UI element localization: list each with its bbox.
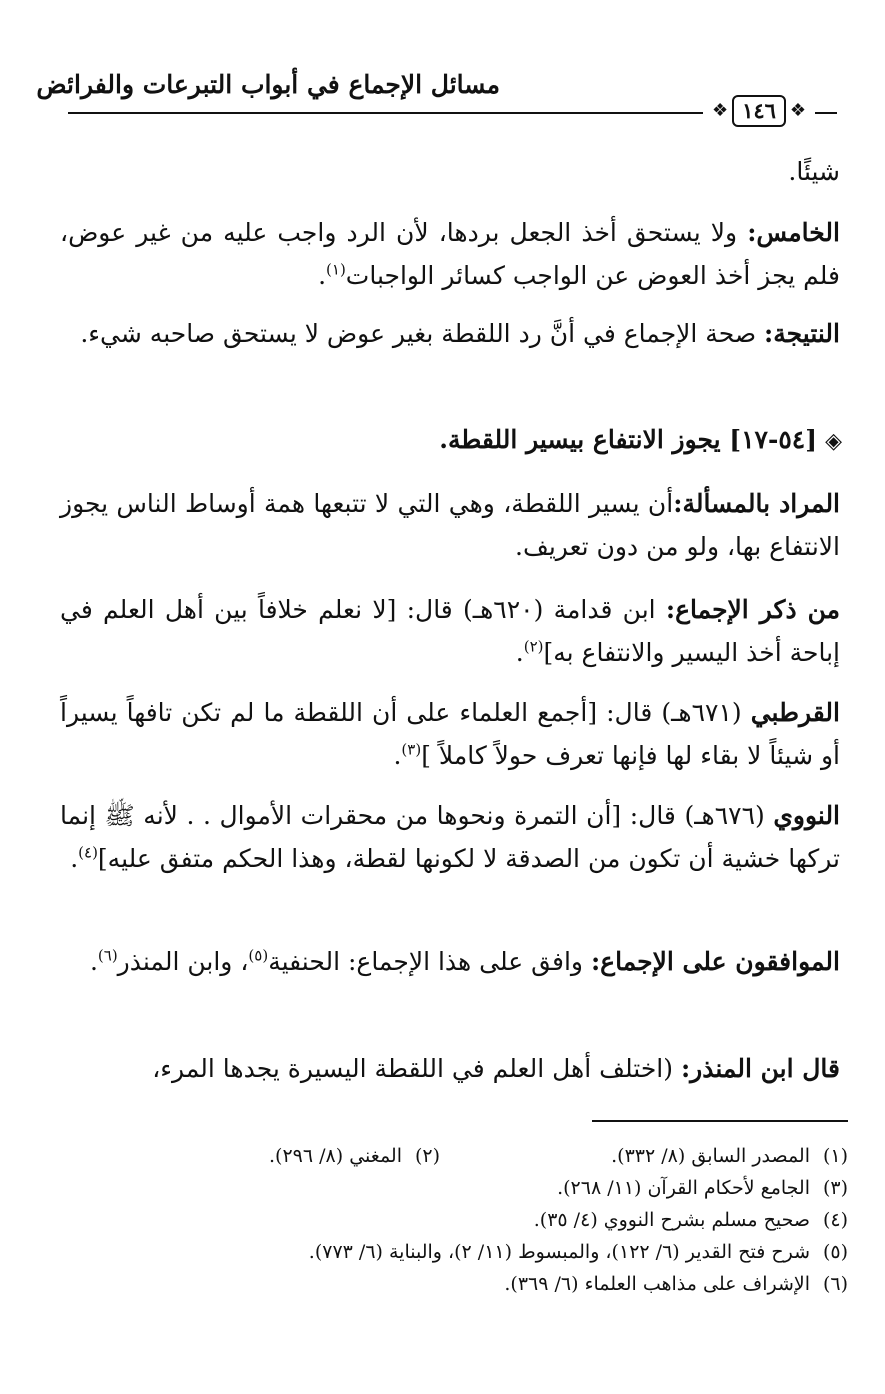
paragraph-qurtubi: القرطبي (٦٧١هـ) قال: [أجمع العلماء على أن اللقطة ما لم تكن تافهاً يسيراً أو شيئاً لا بقاء لها فإنها تعرف حولاً كاملاً ]$^{(٣)}$. bbox=[60, 698, 840, 770]
paragraph-continuation bbox=[60, 150, 840, 193]
footnote-row bbox=[60, 1204, 848, 1236]
footnote-ref: (٢) bbox=[523, 637, 544, 656]
footnote-number: (٥) bbox=[822, 1241, 848, 1263]
paragraph-label: المراد بالمسألة: bbox=[673, 489, 841, 518]
paragraph-label: النووي bbox=[773, 801, 841, 830]
paragraph-nawawi: النووي (٦٧٦هـ) قال: [أن التمرة ونحوها من محقرات الأموال . . لأنه ﷺ إنما تركها خشية أن تكون من الصدقة لا لكونها لقطة، وهذا الحكم متفق عليه]$^{(٤)}$. bbox=[60, 801, 841, 873]
footnote-ref: (٣) bbox=[401, 740, 422, 759]
paragraph-text: (٦٧٦هـ) قال: [أن التمرة ونحوها من محقرات الأموال . . لأنه ﷺ إنما تركها خشية أن تكون من الصدقة لا لكونها لقطة، وهذا الحكم متفق عليه] bbox=[60, 801, 840, 873]
footnote-number: (٦) bbox=[822, 1273, 848, 1295]
page-number: ١٤٦ bbox=[732, 95, 786, 127]
footnote-number: (٣) bbox=[822, 1177, 848, 1199]
issue-heading-text: [٥٤-١٧] يجوز الانتفاع بيسير اللقطة. bbox=[439, 425, 818, 454]
paragraph-ibn-almundhir bbox=[60, 1047, 840, 1090]
footnote-text: شرح فتح القدير (٦/ ١٢٢)، والمبسوط (١١/ ٢)، والبناية (٦/ ٧٧٣). bbox=[308, 1241, 810, 1263]
ornament-right-icon: ❖ bbox=[789, 100, 807, 121]
paragraph-label: الموافقون على الإجماع: bbox=[590, 947, 840, 976]
footnote-row bbox=[60, 1140, 848, 1172]
paragraph-label: من ذكر الإجماع: bbox=[665, 595, 841, 624]
paragraph-label: الخامس: bbox=[747, 218, 840, 247]
issue-heading bbox=[60, 420, 842, 461]
footnote-text: صحيح مسلم بشرح النووي (٤/ ٣٥). bbox=[533, 1209, 810, 1231]
paragraph-agreeing: الموافقون على الإجماع: وافق على هذا الإجماع: الحنفية$^{(٥)}$، وابن المنذر$^{(٦)}$. bbox=[89, 946, 840, 976]
ornament-left-icon: ❖ bbox=[711, 100, 729, 121]
footnote-ref: (٥) bbox=[248, 946, 269, 965]
footnote-text: الجامع لأحكام القرآن (١١/ ٢٦٨). bbox=[557, 1177, 810, 1199]
footnote-number: (١) bbox=[822, 1145, 848, 1167]
paragraph-text: (٦٧١هـ) قال: [أجمع العلماء على أن اللقطة ما لم تكن تافهاً يسيراً أو شيئاً لا بقاء لها فإنها تعرف حولاً كاملاً ] bbox=[60, 698, 840, 770]
paragraph-text: صحة الإجماع في أنَّ رد اللقطة بغير عوض لا يستحق صاحبه شيء. bbox=[80, 319, 765, 348]
footnote-text: المصدر السابق (٨/ ٣٣٢). bbox=[611, 1145, 810, 1167]
footnotes bbox=[60, 1140, 848, 1300]
footnote-ref: (٦) bbox=[97, 946, 118, 965]
footnote-ref: (٤) bbox=[78, 843, 98, 862]
paragraph-text: أن يسير اللقطة، وهي التي لا تتبعها همة أوساط الناس يجوز الانتفاع بها، ولو من دون تعريف. bbox=[60, 489, 840, 561]
paragraph-fifth: الخامس: ولا يستحق أخذ الجعل بردها، لأن الرد واجب عليه من غير عوض، فلم يجز أخذ العوض عن الواجب كسائر الواجبات$^{(١)}$. bbox=[60, 218, 840, 290]
paragraph-meaning bbox=[60, 482, 840, 568]
footnote-row bbox=[60, 1172, 848, 1204]
continuation-text: شيئًا. bbox=[788, 157, 840, 186]
footnote-second bbox=[60, 1140, 440, 1172]
footnote-number: (٤) bbox=[822, 1209, 848, 1231]
paragraph-label: قال ابن المنذر: bbox=[680, 1054, 840, 1083]
footnote-separator bbox=[592, 1120, 848, 1122]
paragraph-text: (اختلف أهل العلم في اللقطة اليسيرة يجدها المرء، bbox=[152, 1054, 681, 1083]
running-title: مسائل الإجماع في أبواب التبرعات والفرائض bbox=[36, 70, 500, 99]
footnote-number: (٢) bbox=[414, 1145, 440, 1167]
footnote-row bbox=[60, 1268, 848, 1300]
paragraph-label: القرطبي bbox=[750, 698, 840, 727]
paragraph-text: ، وابن المنذر bbox=[117, 947, 249, 976]
footnote-text: المغني (٨/ ٢٩٦). bbox=[269, 1145, 402, 1167]
paragraph-text: ولا يستحق أخذ الجعل بردها، لأن الرد واجب عليه من غير عوض، فلم يجز أخذ العوض عن الواجب كسائر الواجبات bbox=[60, 218, 840, 290]
paragraph-text: وافق على هذا الإجماع: الحنفية bbox=[268, 947, 591, 976]
footnote-row bbox=[60, 1236, 848, 1268]
footnote-ref: (١) bbox=[326, 260, 346, 279]
page-number-frame bbox=[703, 93, 815, 129]
paragraph-text: ابن قدامة (٦٢٠هـ) قال: [لا نعلم خلافاً بين أهل العلم في إباحة أخذ اليسير والانتفاع به] bbox=[60, 595, 840, 667]
diamond-bullet-icon: ◈ bbox=[825, 428, 842, 454]
paragraph-label: النتيجة: bbox=[764, 319, 840, 348]
paragraph-result bbox=[60, 312, 840, 355]
footnote-text: الإشراف على مذاهب العلماء (٦/ ٣٦٩). bbox=[504, 1273, 810, 1295]
paragraph-consensus-cited: من ذكر الإجماع: ابن قدامة (٦٢٠هـ) قال: [لا نعلم خلافاً بين أهل العلم في إباحة أخذ اليسير والانتفاع به]$^{(٢)}$. bbox=[60, 595, 841, 667]
